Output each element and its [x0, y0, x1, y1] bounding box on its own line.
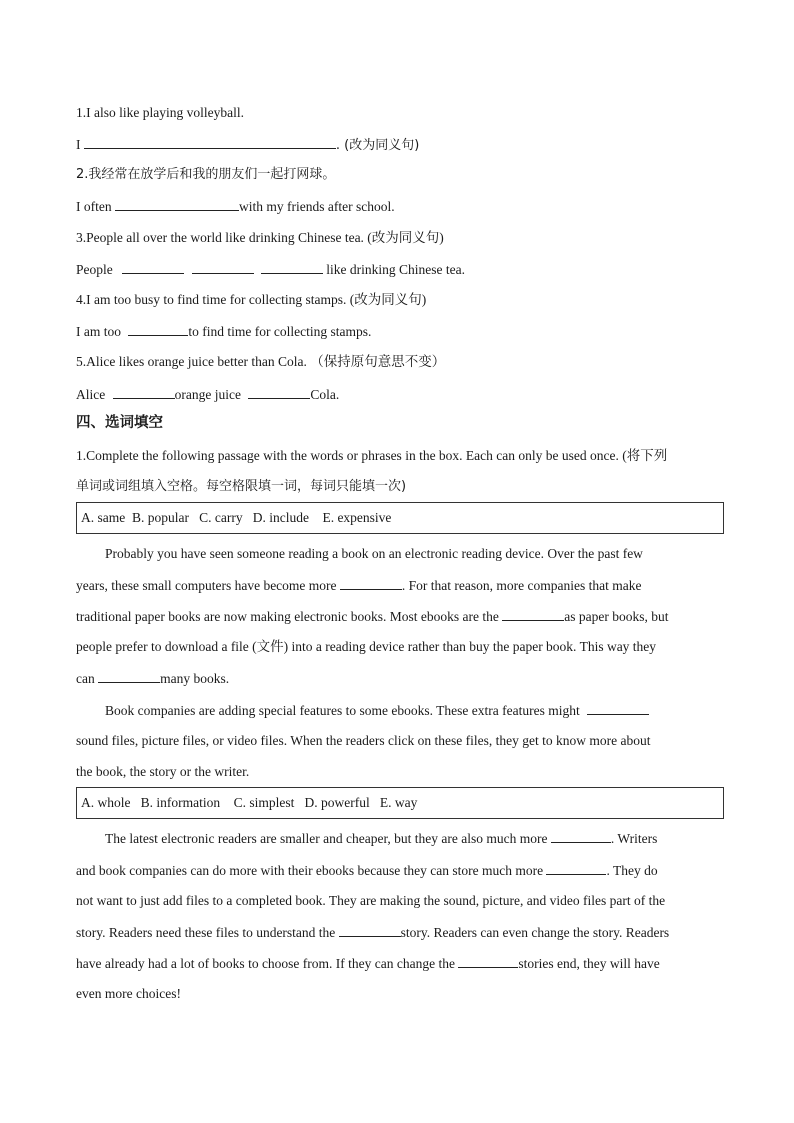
q2-blank[interactable]	[115, 197, 239, 211]
p3-blank-3[interactable]	[339, 923, 401, 937]
p1-line-2-b: . For that reason, more companies that make	[401, 578, 642, 593]
q3-answer-suffix: like drinking Chinese tea.	[326, 262, 465, 277]
q2-answer-suffix: with my friends after school.	[238, 199, 395, 214]
q1-answer-line	[76, 135, 419, 155]
q2-answer-prefix: I often	[76, 199, 112, 214]
q5-answer-middle: orange juice	[174, 387, 241, 402]
p1-line-3	[76, 607, 669, 626]
p3-line-1-b: . Writers	[610, 831, 658, 846]
p1-line-2	[76, 576, 641, 595]
q4-answer-line	[76, 322, 371, 341]
p3-line-4-b: story. Readers can even change the story. Readers	[400, 925, 670, 940]
p1-blank-3[interactable]	[98, 669, 160, 683]
q1-prompt: 1.I also like playing volleyball.	[76, 105, 244, 120]
q3-blank-3[interactable]	[261, 260, 323, 274]
q5-answer-line	[76, 385, 339, 404]
q5-answer-prefix: Alice	[76, 387, 106, 402]
p1-blank-2[interactable]	[502, 607, 564, 621]
p3-line-2-b: . They do	[606, 863, 658, 878]
q3-blank-1[interactable]	[122, 260, 184, 274]
section4-heading: 四、选词填空	[76, 415, 163, 431]
p1-line-4: people prefer to download a file (文件) into a reading device rather than buy the paper book. This way they	[76, 639, 657, 654]
p3-line-1	[105, 829, 657, 848]
p2-line-1-a: Book companies are adding special features to some ebooks. These extra features might	[105, 703, 580, 718]
p2-line-3: the book, the story or the writer.	[76, 764, 250, 779]
p1-line-5-a: can	[76, 671, 95, 686]
p2-line-2: sound files, picture files, or video files. When the readers click on these files, they get to know more about	[76, 733, 651, 748]
q5-answer-suffix: Cola.	[310, 387, 340, 402]
q3-answer-prefix: People	[76, 262, 113, 277]
p1-line-3-b: as paper books, but	[564, 609, 669, 624]
p1-blank-1[interactable]	[340, 576, 402, 590]
p1-line-3-a: traditional paper books are now making electronic books. Most ebooks are the	[76, 609, 499, 624]
q4-blank[interactable]	[128, 322, 188, 336]
p3-line-5-a: have already had a lot of books to choose from. If they can change the	[76, 956, 455, 971]
p3-line-2-a: and book companies can do more with their ebooks because they can store much more	[76, 863, 544, 878]
q4-prompt-text: 4.I am too busy to find time for collecting stamps. (改为同义句)	[76, 292, 427, 307]
word-box-2-text: A. whole B. information C. simplest D. powerful E. way	[81, 795, 418, 810]
instruction-line-2: 单词或词组填入空格。每空格限填一词，每词只能填一次)	[76, 479, 407, 494]
q1-answer-prefix: I	[76, 137, 81, 152]
p1-line-2-a: years, these small computers have become more	[76, 578, 337, 593]
q5-prompt	[76, 353, 445, 371]
q4-prompt	[76, 291, 426, 309]
q5-blank-1[interactable]	[113, 385, 175, 399]
p3-line-3: not want to just add files to a completed book. They are making the sound, picture, and video files part of the	[76, 893, 666, 908]
p3-blank-4[interactable]	[458, 954, 518, 968]
q3-prompt	[76, 229, 444, 247]
q5-prompt-text: 5.Alice likes orange juice better than Cola. （保持原句意思不变）	[76, 354, 446, 369]
word-box-1	[76, 502, 724, 534]
p3-blank-2[interactable]	[546, 861, 606, 875]
word-box-2	[76, 787, 724, 819]
q3-answer-line	[76, 260, 465, 279]
q1-blank[interactable]	[84, 135, 336, 149]
q4-answer-suffix: to find time for collecting stamps.	[188, 324, 372, 339]
word-box-1-text: A. same B. popular C. carry D. include E. expensive	[81, 510, 392, 525]
q5-blank-2[interactable]	[248, 385, 310, 399]
q2-prompt: 2.我经常在放学后和我的朋友们一起打网球。	[76, 167, 336, 182]
p3-line-6: even more choices!	[76, 986, 181, 1001]
p1-line-1: Probably you have seen someone reading a book on an electronic reading device. Over the past few	[105, 546, 643, 561]
p3-blank-1[interactable]	[551, 829, 611, 843]
p3-line-5-b: stories end, they will have	[518, 956, 660, 971]
p3-line-1-a: The latest electronic readers are smaller and cheaper, but they are also much more	[105, 831, 548, 846]
p3-line-5	[76, 954, 660, 973]
p3-line-4-a: story. Readers need these files to understand the	[76, 925, 336, 940]
q2-answer-line	[76, 197, 395, 216]
instruction-line-1: 1.Complete the following passage with the words or phrases in the box. Each can only be used once. (将下列	[76, 448, 668, 463]
p2-line-1	[105, 701, 649, 720]
p3-line-4	[76, 923, 669, 942]
p1-line-5-b: many books.	[160, 671, 230, 686]
p3-line-2	[76, 861, 658, 880]
q3-blank-2[interactable]	[192, 260, 254, 274]
q4-answer-prefix: I am too	[76, 324, 121, 339]
p1-line-5	[76, 669, 229, 688]
q3-prompt-text: 3.People all over the world like drinking Chinese tea. (改为同义句)	[76, 230, 444, 245]
q1-answer-suffix: . (改为同义句)	[335, 138, 420, 153]
p2-blank-1[interactable]	[587, 701, 649, 715]
